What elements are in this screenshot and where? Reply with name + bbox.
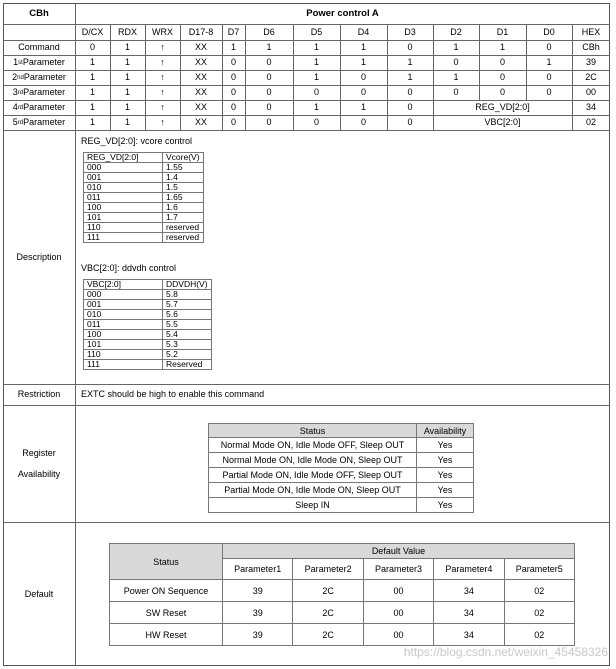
- row-label-suffix: Parameter: [23, 102, 66, 112]
- bit-cell: 0: [360, 72, 366, 82]
- bit-cell: 0: [407, 42, 413, 52]
- mini-row: [84, 350, 212, 360]
- mini-cell: 1.4: [163, 173, 204, 183]
- register-cell: Sleep IN: [209, 498, 417, 513]
- bit-cell: ↑: [160, 117, 165, 127]
- mini-row: [84, 340, 212, 350]
- row-label-suffix: Parameter: [23, 117, 66, 127]
- grid-line: [3, 522, 610, 523]
- bit-cell: 0: [266, 102, 272, 112]
- mini-cell: 010: [84, 183, 163, 193]
- mini-cell: 100: [84, 203, 163, 213]
- bit-cell: 1: [89, 117, 95, 127]
- bit-cell: 0: [266, 72, 272, 82]
- bit-cell: 0: [230, 117, 236, 127]
- bit-cell: 1: [360, 57, 366, 67]
- mini-row: [84, 213, 204, 223]
- column-header: D0: [543, 26, 555, 37]
- mini-row: [84, 310, 212, 320]
- grid-line: [3, 130, 610, 131]
- row-label-text: 2: [12, 72, 18, 82]
- grid-line: [3, 405, 610, 406]
- bit-cell: 0: [546, 42, 552, 52]
- row-label: [3, 40, 75, 55]
- bit-cell: 1: [124, 42, 130, 52]
- default-value-cell: 02: [504, 602, 574, 624]
- mini-cell: 001: [84, 300, 163, 310]
- default-row: [110, 602, 575, 624]
- default-value-cell: 02: [504, 624, 574, 646]
- mini-cell: 110: [84, 223, 163, 233]
- bit-cell: ↑: [160, 72, 165, 82]
- register-row: [209, 438, 474, 453]
- register-availability-table: [208, 423, 474, 513]
- bit-cell: 0: [266, 87, 272, 97]
- bit-cell: 1: [89, 72, 95, 82]
- bit-cell: 1: [89, 87, 95, 97]
- default-value-cell: 2C: [293, 580, 363, 602]
- row-label-text: 5: [12, 117, 18, 127]
- bit-cell: 0: [453, 87, 459, 97]
- row-label-text: 3: [12, 87, 18, 97]
- default-row: [110, 624, 575, 646]
- mini-cell: 1.6: [163, 203, 204, 213]
- merged-field: VBC[2:0]: [484, 117, 521, 127]
- bit-cell: 1: [407, 57, 413, 67]
- default-value-cell: 2C: [293, 602, 363, 624]
- bit-cell: 1: [230, 42, 236, 52]
- bit-cell: 0: [313, 117, 319, 127]
- mini-header-row: [84, 280, 212, 290]
- bit-cell: 1: [546, 57, 552, 67]
- bit-cell: 0: [89, 42, 95, 52]
- mini-cell: 101: [84, 213, 163, 223]
- default-param-header: Parameter5: [504, 559, 574, 580]
- register-cell: Normal Mode ON, Idle Mode ON, Sleep OUT: [209, 453, 417, 468]
- default-value-cell: 00: [363, 624, 433, 646]
- bit-cell: 0: [360, 87, 366, 97]
- bit-cell: 0: [546, 87, 552, 97]
- bit-cell: 0: [453, 57, 459, 67]
- vbc-table: [83, 279, 212, 370]
- bit-cell: 1: [124, 57, 130, 67]
- bit-cell: 1: [360, 102, 366, 112]
- bit-cell: XX: [194, 87, 207, 97]
- default-param-header: Parameter4: [434, 559, 504, 580]
- bit-cell: 0: [313, 87, 319, 97]
- default-label: Default: [24, 588, 54, 599]
- watermark: https://blog.csdn.net/weixin_45458326: [403, 645, 608, 659]
- mini-cell: 5.7: [163, 300, 212, 310]
- row-label: 2 nd Parameter: [12, 72, 66, 82]
- default-value-cell: 34: [434, 602, 504, 624]
- column-header: RDX: [117, 26, 137, 37]
- register-label-line: Register: [22, 447, 56, 458]
- register-header-row: [209, 424, 474, 438]
- bit-cell: 1: [124, 102, 130, 112]
- mini-cell: reserved: [163, 233, 204, 243]
- mini-cell: reserved: [163, 223, 204, 233]
- column-header: D5: [310, 26, 323, 37]
- mini-cell: 5.2: [163, 350, 212, 360]
- bit-cell: 1: [407, 72, 413, 82]
- bit-cell: 1: [453, 72, 459, 82]
- register-cell: Normal Mode ON, Idle Mode OFF, Sleep OUT: [209, 438, 417, 453]
- vbc-title: VBC[2:0]: ddvdh control: [81, 263, 177, 273]
- bit-cell: 2C: [585, 72, 597, 82]
- register-row: [209, 453, 474, 468]
- bit-cell: 0: [266, 57, 272, 67]
- bit-cell: 1: [89, 57, 95, 67]
- bit-cell: 1: [313, 72, 319, 82]
- bit-cell: 02: [585, 117, 596, 127]
- default-value-cell: 00: [363, 602, 433, 624]
- mini-cell: 1.7: [163, 213, 204, 223]
- bit-cell: 1: [266, 42, 272, 52]
- bit-cell: 1: [89, 102, 95, 112]
- bit-cell: 1: [313, 42, 319, 52]
- default-row: [110, 580, 575, 602]
- restriction-text: EXTC should be high to enable this command: [81, 389, 265, 399]
- column-header: WRX: [152, 26, 173, 37]
- mini-cell: 111: [84, 360, 163, 370]
- bit-cell: XX: [194, 57, 207, 67]
- mini-cell: 5.5: [163, 320, 212, 330]
- default-param-header: Parameter3: [363, 559, 433, 580]
- default-value-cell: 34: [434, 624, 504, 646]
- mini-cell: 1.65: [163, 193, 204, 203]
- mini-cell: 101: [84, 340, 163, 350]
- description-label: Description: [16, 251, 62, 262]
- default-header-row: [110, 544, 575, 559]
- bit-cell: ↑: [160, 87, 165, 97]
- bit-cell: 0: [499, 57, 505, 67]
- mini-row: [84, 183, 204, 193]
- bit-cell: 0: [360, 117, 366, 127]
- bit-cell: 1: [313, 57, 319, 67]
- mini-cell: 5.4: [163, 330, 212, 340]
- mini-row: [84, 223, 204, 233]
- mini-cell: 1.55: [163, 163, 204, 173]
- mini-cell: 5.6: [163, 310, 212, 320]
- mini-header-cell: Vcore(V): [163, 153, 204, 163]
- register-cell: Partial Mode ON, Idle Mode OFF, Sleep OUT: [209, 468, 417, 483]
- bit-cell: 0: [407, 87, 413, 97]
- row-label: 4 rd Parameter: [12, 102, 66, 112]
- bit-cell: 0: [407, 117, 413, 127]
- bit-cell: 1: [124, 72, 130, 82]
- mini-row: [84, 193, 204, 203]
- default-value-cell: 02: [504, 580, 574, 602]
- mini-cell: 111: [84, 233, 163, 243]
- bit-cell: 1: [453, 42, 459, 52]
- mini-cell: 000: [84, 290, 163, 300]
- mini-cell: 011: [84, 193, 163, 203]
- bit-cell: 1: [124, 87, 130, 97]
- default-value-cell: 34: [434, 580, 504, 602]
- mini-row: [84, 360, 212, 370]
- default-value-cell: 39: [223, 602, 293, 624]
- mini-row: [84, 173, 204, 183]
- mini-cell: 001: [84, 173, 163, 183]
- default-value-table: [109, 543, 575, 646]
- mini-cell: 5.8: [163, 290, 212, 300]
- column-header: HEX: [581, 26, 601, 37]
- column-header: D3: [404, 26, 416, 37]
- mini-header-row: [84, 153, 204, 163]
- register-cell: Yes: [417, 483, 474, 498]
- register-header-cell: Availability: [417, 424, 474, 438]
- mini-cell: 000: [84, 163, 163, 173]
- bit-cell: 0: [266, 117, 272, 127]
- column-header: D/CX: [81, 26, 104, 37]
- bit-cell: ↑: [160, 102, 165, 112]
- column-header: D1: [496, 26, 509, 37]
- reg-vd-table: [83, 152, 204, 243]
- mini-cell: 1.5: [163, 183, 204, 193]
- register-cell: Yes: [417, 498, 474, 513]
- column-header: D4: [357, 26, 370, 37]
- bit-cell: 0: [499, 87, 505, 97]
- mini-row: [84, 203, 204, 213]
- default-param-header: Parameter1: [223, 559, 293, 580]
- mini-cell: 010: [84, 310, 163, 320]
- mini-row: [84, 233, 204, 243]
- register-cell: Yes: [417, 453, 474, 468]
- mini-cell: Reserved: [163, 360, 212, 370]
- mini-cell: 110: [84, 350, 163, 360]
- restriction-label: Restriction: [17, 389, 61, 399]
- bit-cell: 0: [230, 102, 236, 112]
- default-status-cell: Power ON Sequence: [110, 580, 223, 602]
- row-label-text: 1: [13, 57, 19, 67]
- header-title: Power control A: [306, 7, 379, 19]
- row-label: 3 rd Parameter: [12, 87, 66, 97]
- bit-cell: 0: [230, 72, 236, 82]
- row-label-suffix: Parameter: [22, 57, 65, 67]
- bit-cell: 39: [585, 57, 596, 67]
- row-label-suffix: Parameter: [23, 72, 66, 82]
- register-row: [209, 483, 474, 498]
- bit-cell: 1: [499, 42, 505, 52]
- bit-cell: 0: [230, 57, 236, 67]
- default-value-cell: 39: [223, 580, 293, 602]
- reg-vd-title: REG_VD[2:0]: vcore control: [81, 136, 193, 146]
- bit-cell: XX: [194, 42, 207, 52]
- mini-cell: 100: [84, 330, 163, 340]
- bit-cell: 0: [546, 72, 552, 82]
- mini-cell: 011: [84, 320, 163, 330]
- register-availability-label: [3, 405, 75, 522]
- register-cell: Yes: [417, 438, 474, 453]
- default-param-header: Parameter2: [293, 559, 363, 580]
- default-value-cell: 2C: [293, 624, 363, 646]
- header-code: CBh: [29, 7, 49, 19]
- row-label-suffix: Parameter: [23, 87, 66, 97]
- mini-cell: 5.3: [163, 340, 212, 350]
- mini-row: [84, 330, 212, 340]
- mini-header-cell: REG_VD[2:0]: [84, 153, 163, 163]
- row-label: 5 rd Parameter: [12, 117, 66, 127]
- bit-cell: 1: [313, 102, 319, 112]
- mini-row: [84, 320, 212, 330]
- default-status-header: Status: [110, 544, 223, 580]
- mini-header-cell: DDVDH(V): [163, 280, 212, 290]
- bit-cell: 1: [124, 117, 130, 127]
- bit-cell: 34: [585, 102, 596, 112]
- bit-cell: CBh: [582, 42, 600, 52]
- bit-cell: 0: [230, 87, 236, 97]
- mini-header-cell: VBC[2:0]: [84, 280, 163, 290]
- register-row: [209, 498, 474, 513]
- register-header-cell: Status: [209, 424, 417, 438]
- default-status-cell: SW Reset: [110, 602, 223, 624]
- default-value-cell: 39: [223, 624, 293, 646]
- bit-cell: ↑: [160, 57, 165, 67]
- row-label-text: Command: [18, 42, 60, 52]
- mini-row: [84, 300, 212, 310]
- bit-cell: 0: [407, 102, 413, 112]
- register-label-line: Availability: [17, 468, 61, 479]
- register-cell: Yes: [417, 468, 474, 483]
- merged-field: REG_VD[2:0]: [475, 102, 530, 112]
- bit-cell: 00: [585, 87, 596, 97]
- bit-cell: 1: [360, 42, 366, 52]
- mini-row: [84, 163, 204, 173]
- default-value-cell: 00: [363, 580, 433, 602]
- row-label: 1 st Parameter: [13, 57, 65, 67]
- bit-cell: XX: [194, 102, 207, 112]
- register-cell: Partial Mode ON, Idle Mode ON, Sleep OUT: [209, 483, 417, 498]
- column-header: D2: [450, 26, 462, 37]
- bit-cell: ↑: [160, 42, 165, 52]
- default-group-header: Default Value: [223, 544, 575, 559]
- column-header: D7: [227, 26, 240, 37]
- column-header: D17-8: [188, 26, 214, 37]
- grid-line: [3, 384, 610, 385]
- mini-row: [84, 290, 212, 300]
- row-label-text: 4: [12, 102, 18, 112]
- register-row: [209, 468, 474, 483]
- bit-cell: 0: [499, 72, 505, 82]
- bit-cell: XX: [194, 72, 207, 82]
- column-header: D6: [263, 26, 275, 37]
- default-status-cell: HW Reset: [110, 624, 223, 646]
- bit-cell: XX: [194, 117, 207, 127]
